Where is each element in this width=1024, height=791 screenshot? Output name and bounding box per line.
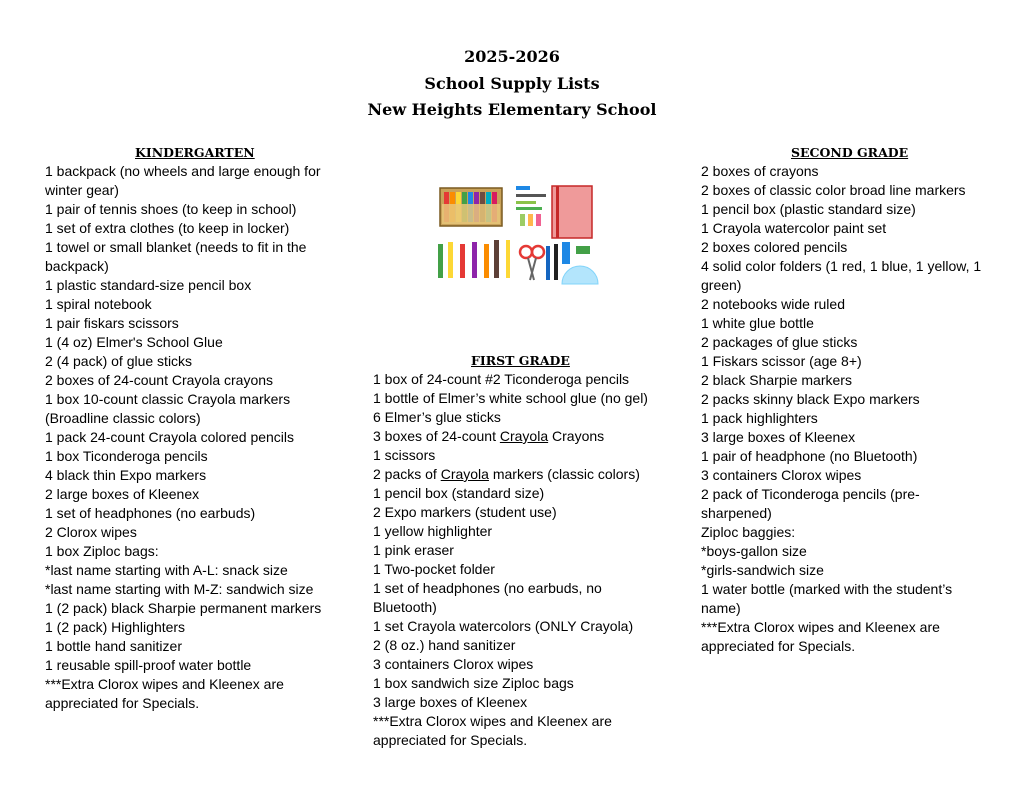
supply-item: 3 containers Clorox wipes: [373, 656, 534, 672]
supply-item: 2 boxes of classic color broad line markers: [701, 182, 966, 198]
supply-item: 1 (4 oz) Elmer's School Glue: [45, 334, 223, 350]
kindergarten-list: [45, 162, 327, 713]
second-grade-column: [701, 143, 986, 656]
supply-item: 1 set of extra clothes (to keep in locker): [45, 220, 290, 236]
supply-item: 1 spiral notebook: [45, 296, 152, 312]
supply-item: 2 Expo markers (student use): [373, 504, 557, 520]
supply-item: 1 bottle hand sanitizer: [45, 638, 182, 654]
supply-item: 1 set Crayola watercolors (ONLY Crayola): [373, 618, 634, 634]
supply-item: *last name starting with A-L: snack size: [45, 562, 288, 578]
supply-item: 4 solid color folders (1 red, 1 blue, 1 yellow, 1 green): [701, 258, 982, 293]
supply-item: 1 pencil box (standard size): [373, 485, 545, 501]
supply-item: 4 black thin Expo markers: [45, 467, 207, 483]
supply-item: 1 yellow highlighter: [373, 523, 493, 539]
supply-item: *last name starting with M-Z: sandwich size: [45, 581, 314, 597]
school-name: New Heights Elementary School: [367, 100, 657, 119]
supply-item: 2 packages of glue sticks: [701, 334, 858, 350]
supply-item: 1 backpack (no wheels and large enough for winter gear): [45, 163, 321, 198]
supply-item: 1 pink eraser: [373, 542, 454, 558]
supply-item: 3 large boxes of Kleenex: [701, 429, 856, 445]
second-grade-list: [701, 162, 986, 656]
supply-item: 2 black Sharpie markers: [701, 372, 852, 388]
supply-item: 3 containers Clorox wipes: [701, 467, 862, 483]
supply-item: 1 white glue bottle: [701, 315, 814, 331]
supply-item: Ziploc baggies:: [701, 524, 796, 540]
supply-item: ***Extra Clorox wipes and Kleenex are appreciated for Specials.: [701, 619, 940, 654]
supply-item: 1 pencil box (plastic standard size): [701, 201, 916, 217]
kindergarten-heading: KINDERGARTEN: [135, 145, 255, 160]
supply-item: 2 (4 pack) of glue sticks: [45, 353, 193, 369]
supply-item: 2 boxes of crayons: [701, 163, 819, 179]
school-year: 2025-2026: [464, 47, 560, 66]
supply-item: 6 Elmer’s glue sticks: [373, 409, 501, 425]
supply-item: 1 box Ticonderoga pencils: [45, 448, 208, 464]
supply-item: 1 plastic standard-size pencil box: [45, 277, 252, 293]
school-supplies-illustration: [430, 180, 600, 290]
kindergarten-column: [45, 143, 327, 713]
supply-item: 1 scissors: [373, 447, 436, 463]
second-grade-heading: SECOND GRADE: [791, 145, 909, 160]
supply-item: 1 set of headphones (no earbuds, no Bluetooth): [373, 580, 602, 615]
supply-item: 3 large boxes of Kleenex: [373, 694, 528, 710]
document-header: [0, 44, 1024, 124]
supply-item: 2 (8 oz.) hand sanitizer: [373, 637, 516, 653]
supply-item: 1 Two-pocket folder: [373, 561, 495, 577]
supply-item: 1 bottle of Elmer’s white school glue (no gel): [373, 390, 648, 406]
first-grade-heading: FIRST GRADE: [471, 353, 570, 368]
supply-item: 2 boxes colored pencils: [701, 239, 848, 255]
supply-item: 2 notebooks wide ruled: [701, 296, 845, 312]
supply-item: 1 Crayola watercolor paint set: [701, 220, 887, 236]
supply-item: 3 boxes of 24-count Crayola Crayons: [373, 428, 605, 444]
supply-item: 1 towel or small blanket (needs to fit in the backpack): [45, 239, 307, 274]
supply-item: 2 pack of Ticonderoga pencils (pre-sharpened): [701, 486, 920, 521]
supply-item: 2 packs skinny black Expo markers: [701, 391, 920, 407]
supply-item: 1 (2 pack) black Sharpie permanent markers: [45, 600, 322, 616]
supply-item: 1 (2 pack) Highlighters: [45, 619, 186, 635]
supply-item: 1 pack 24-count Crayola colored pencils: [45, 429, 295, 445]
supply-item: 1 box sandwich size Ziploc bags: [373, 675, 574, 691]
document-title: School Supply Lists: [424, 73, 600, 93]
supply-item: 1 reusable spill-proof water bottle: [45, 657, 252, 673]
supply-item: 1 set of headphones (no earbuds): [45, 505, 256, 521]
first-grade-column: [373, 351, 663, 750]
supply-item: 2 packs of Crayola markers (classic colors): [373, 466, 640, 482]
first-grade-list: [373, 370, 663, 750]
supply-item: *boys-gallon size: [701, 543, 807, 559]
supply-item: 1 pair fiskars scissors: [45, 315, 179, 331]
supply-item: *girls-sandwich size: [701, 562, 824, 578]
supply-item: 1 water bottle (marked with the student’s name): [701, 581, 953, 616]
supply-item: 2 large boxes of Kleenex: [45, 486, 200, 502]
supply-item: 1 pair of tennis shoes (to keep in school): [45, 201, 297, 217]
supply-item: ***Extra Clorox wipes and Kleenex are appreciated for Specials.: [373, 713, 612, 748]
supply-item: 1 box Ziploc bags:: [45, 543, 159, 559]
supply-item: ***Extra Clorox wipes and Kleenex are appreciated for Specials.: [45, 676, 284, 711]
supply-item: 2 Clorox wipes: [45, 524, 137, 540]
supply-item: 1 pair of headphone (no Bluetooth): [701, 448, 918, 464]
supply-item: 2 boxes of 24-count Crayola crayons: [45, 372, 274, 388]
supply-item: 1 Fiskars scissor (age 8+): [701, 353, 862, 369]
supply-item: 1 box of 24-count #2 Ticonderoga pencils: [373, 371, 630, 387]
supply-item: 1 box 10-count classic Crayola markers (Broadline classic colors): [45, 391, 291, 426]
supply-item: 1 pack highlighters: [701, 410, 818, 426]
